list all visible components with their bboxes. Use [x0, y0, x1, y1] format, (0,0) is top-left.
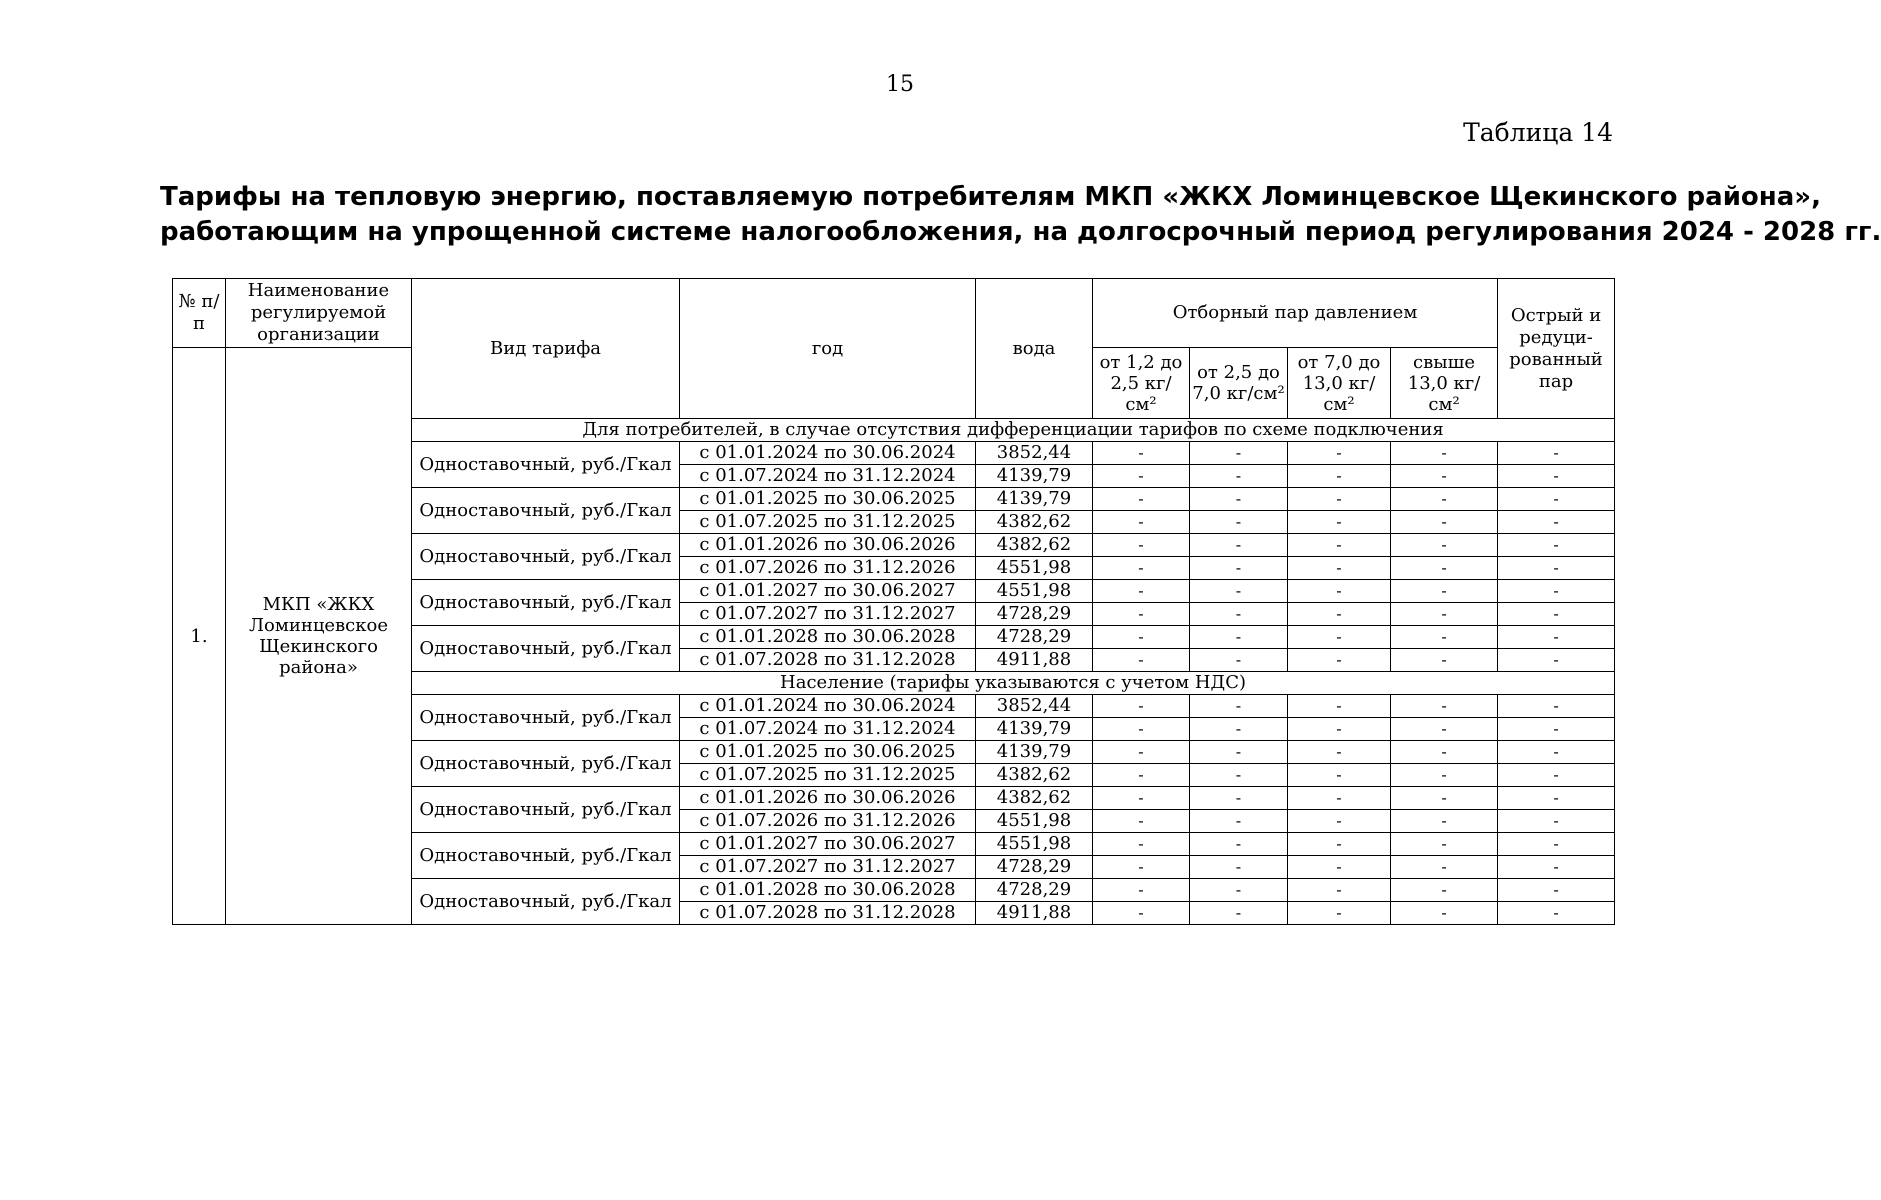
empty-value-cell: -: [1190, 534, 1288, 557]
period-cell: с 01.01.2024 по 30.06.2024: [680, 695, 976, 718]
empty-value-cell: -: [1391, 695, 1498, 718]
period-cell: с 01.07.2025 по 31.12.2025: [680, 764, 976, 787]
empty-value-cell: -: [1093, 488, 1190, 511]
title-line-2: работающим на упрощенной системе налогообложения, на долгосрочный период регулирования 2024 - 2028 гг.: [160, 217, 1881, 247]
empty-value-cell: -: [1288, 511, 1391, 534]
empty-value-cell: -: [1288, 902, 1391, 925]
empty-value-cell: -: [1391, 718, 1498, 741]
header-organization: Наименование регулируемой организации: [226, 279, 412, 348]
empty-value-cell: -: [1288, 879, 1391, 902]
water-value-cell: 4382,62: [976, 511, 1093, 534]
empty-value-cell: -: [1391, 902, 1498, 925]
empty-value-cell: -: [1093, 580, 1190, 603]
tariff-type-cell: Одноставочный, руб./Гкал: [412, 580, 680, 626]
empty-value-cell: -: [1498, 603, 1615, 626]
empty-value-cell: -: [1288, 442, 1391, 465]
tariff-type-cell: Одноставочный, руб./Гкал: [412, 833, 680, 879]
empty-value-cell: -: [1288, 764, 1391, 787]
water-value-cell: 4728,29: [976, 626, 1093, 649]
empty-value-cell: -: [1498, 511, 1615, 534]
empty-value-cell: -: [1093, 856, 1190, 879]
empty-value-cell: -: [1190, 787, 1288, 810]
tariff-type-cell: Одноставочный, руб./Гкал: [412, 534, 680, 580]
water-value-cell: 4382,62: [976, 787, 1093, 810]
empty-value-cell: -: [1093, 879, 1190, 902]
empty-value-cell: -: [1190, 511, 1288, 534]
empty-value-cell: -: [1288, 626, 1391, 649]
empty-value-cell: -: [1093, 649, 1190, 672]
header-pressure-4: свыше 13,0 кг/см²: [1391, 348, 1498, 419]
header-pressure-1: от 1,2 до 2,5 кг/см²: [1093, 348, 1190, 419]
period-cell: с 01.07.2027 по 31.12.2027: [680, 603, 976, 626]
empty-value-cell: -: [1391, 787, 1498, 810]
empty-value-cell: -: [1190, 580, 1288, 603]
empty-value-cell: -: [1391, 764, 1498, 787]
empty-value-cell: -: [1190, 488, 1288, 511]
empty-value-cell: -: [1498, 902, 1615, 925]
tariff-type-cell: Одноставочный, руб./Гкал: [412, 488, 680, 534]
water-value-cell: 4382,62: [976, 764, 1093, 787]
period-cell: с 01.07.2024 по 31.12.2024: [680, 465, 976, 488]
empty-value-cell: -: [1391, 442, 1498, 465]
water-value-cell: 4551,98: [976, 833, 1093, 856]
empty-value-cell: -: [1288, 649, 1391, 672]
water-value-cell: 4139,79: [976, 488, 1093, 511]
empty-value-cell: -: [1391, 856, 1498, 879]
water-value-cell: 4728,29: [976, 879, 1093, 902]
empty-value-cell: -: [1093, 442, 1190, 465]
empty-value-cell: -: [1391, 580, 1498, 603]
empty-value-cell: -: [1288, 787, 1391, 810]
empty-value-cell: -: [1498, 442, 1615, 465]
water-value-cell: 4911,88: [976, 649, 1093, 672]
empty-value-cell: -: [1288, 718, 1391, 741]
empty-value-cell: -: [1391, 557, 1498, 580]
empty-value-cell: -: [1391, 488, 1498, 511]
header-num: № п/п: [173, 279, 226, 348]
empty-value-cell: -: [1498, 465, 1615, 488]
document-title: [160, 180, 1881, 250]
empty-value-cell: -: [1093, 534, 1190, 557]
period-cell: с 01.01.2026 по 30.06.2026: [680, 787, 976, 810]
empty-value-cell: -: [1288, 856, 1391, 879]
water-value-cell: 4139,79: [976, 718, 1093, 741]
empty-value-cell: -: [1190, 695, 1288, 718]
empty-value-cell: -: [1498, 557, 1615, 580]
empty-value-cell: -: [1190, 833, 1288, 856]
period-cell: с 01.07.2027 по 31.12.2027: [680, 856, 976, 879]
period-cell: с 01.01.2027 по 30.06.2027: [680, 833, 976, 856]
water-value-cell: 4139,79: [976, 741, 1093, 764]
period-cell: с 01.07.2025 по 31.12.2025: [680, 511, 976, 534]
empty-value-cell: -: [1498, 833, 1615, 856]
empty-value-cell: -: [1498, 879, 1615, 902]
empty-value-cell: -: [1288, 557, 1391, 580]
header-pressure-3: от 7,0 до 13,0 кг/см²: [1288, 348, 1391, 419]
empty-value-cell: -: [1391, 626, 1498, 649]
header-water: вода: [976, 279, 1093, 419]
period-cell: с 01.01.2024 по 30.06.2024: [680, 442, 976, 465]
empty-value-cell: -: [1391, 833, 1498, 856]
section-title: Население (тарифы указываются с учетом НДС): [412, 672, 1615, 695]
empty-value-cell: -: [1288, 488, 1391, 511]
empty-value-cell: -: [1190, 603, 1288, 626]
empty-value-cell: -: [1190, 764, 1288, 787]
empty-value-cell: -: [1498, 580, 1615, 603]
empty-value-cell: -: [1093, 695, 1190, 718]
empty-value-cell: -: [1498, 764, 1615, 787]
empty-value-cell: -: [1391, 511, 1498, 534]
empty-value-cell: -: [1391, 879, 1498, 902]
empty-value-cell: -: [1190, 718, 1288, 741]
water-value-cell: 3852,44: [976, 695, 1093, 718]
empty-value-cell: -: [1288, 465, 1391, 488]
page-number: 15: [886, 72, 914, 97]
empty-value-cell: -: [1093, 787, 1190, 810]
period-cell: с 01.07.2024 по 31.12.2024: [680, 718, 976, 741]
empty-value-cell: -: [1288, 695, 1391, 718]
title-line-1: Тарифы на тепловую энергию, поставляемую потребителям МКП «ЖКХ Ломинцевское Щекинского района»,: [160, 182, 1821, 212]
period-cell: с 01.01.2027 по 30.06.2027: [680, 580, 976, 603]
empty-value-cell: -: [1093, 603, 1190, 626]
empty-value-cell: -: [1498, 787, 1615, 810]
empty-value-cell: -: [1190, 810, 1288, 833]
empty-value-cell: -: [1391, 534, 1498, 557]
header-sharp-steam: Острый и редуци-рованный пар: [1498, 279, 1615, 419]
water-value-cell: 4551,98: [976, 580, 1093, 603]
empty-value-cell: -: [1093, 810, 1190, 833]
water-value-cell: 3852,44: [976, 442, 1093, 465]
empty-value-cell: -: [1288, 580, 1391, 603]
empty-value-cell: -: [1391, 465, 1498, 488]
period-cell: с 01.01.2025 по 30.06.2025: [680, 741, 976, 764]
empty-value-cell: -: [1190, 442, 1288, 465]
section-title: Для потребителей, в случае отсутствия дифференциации тарифов по схеме подключения: [412, 419, 1615, 442]
empty-value-cell: -: [1498, 741, 1615, 764]
water-value-cell: 4551,98: [976, 810, 1093, 833]
water-value-cell: 4728,29: [976, 856, 1093, 879]
empty-value-cell: -: [1190, 557, 1288, 580]
empty-value-cell: -: [1093, 764, 1190, 787]
empty-value-cell: -: [1288, 534, 1391, 557]
empty-value-cell: -: [1498, 856, 1615, 879]
empty-value-cell: -: [1391, 741, 1498, 764]
tariff-type-cell: Одноставочный, руб./Гкал: [412, 626, 680, 672]
water-value-cell: 4139,79: [976, 465, 1093, 488]
empty-value-cell: -: [1288, 833, 1391, 856]
empty-value-cell: -: [1498, 626, 1615, 649]
header-pressure-2: от 2,5 до 7,0 кг/см²: [1190, 348, 1288, 419]
empty-value-cell: -: [1391, 810, 1498, 833]
period-cell: с 01.01.2028 по 30.06.2028: [680, 879, 976, 902]
empty-value-cell: -: [1093, 741, 1190, 764]
empty-value-cell: -: [1093, 902, 1190, 925]
empty-value-cell: -: [1498, 488, 1615, 511]
period-cell: с 01.01.2028 по 30.06.2028: [680, 626, 976, 649]
row-number: 1.: [173, 348, 226, 925]
empty-value-cell: -: [1288, 741, 1391, 764]
table-label: Таблица 14: [1463, 118, 1613, 147]
water-value-cell: 4382,62: [976, 534, 1093, 557]
period-cell: с 01.07.2026 по 31.12.2026: [680, 810, 976, 833]
empty-value-cell: -: [1288, 603, 1391, 626]
empty-value-cell: -: [1190, 879, 1288, 902]
empty-value-cell: -: [1190, 741, 1288, 764]
tariff-type-cell: Одноставочный, руб./Гкал: [412, 695, 680, 741]
empty-value-cell: -: [1093, 511, 1190, 534]
empty-value-cell: -: [1093, 557, 1190, 580]
empty-value-cell: -: [1190, 902, 1288, 925]
empty-value-cell: -: [1288, 810, 1391, 833]
empty-value-cell: -: [1190, 856, 1288, 879]
empty-value-cell: -: [1498, 649, 1615, 672]
empty-value-cell: -: [1498, 718, 1615, 741]
period-cell: с 01.07.2026 по 31.12.2026: [680, 557, 976, 580]
water-value-cell: 4551,98: [976, 557, 1093, 580]
period-cell: с 01.07.2028 по 31.12.2028: [680, 649, 976, 672]
empty-value-cell: -: [1190, 465, 1288, 488]
tariff-type-cell: Одноставочный, руб./Гкал: [412, 879, 680, 925]
empty-value-cell: -: [1190, 626, 1288, 649]
header-year: год: [680, 279, 976, 419]
tariff-table: [172, 278, 1615, 925]
water-value-cell: 4728,29: [976, 603, 1093, 626]
period-cell: с 01.01.2025 по 30.06.2025: [680, 488, 976, 511]
empty-value-cell: -: [1190, 649, 1288, 672]
organization-name: МКП «ЖКХ Ломинцевское Щекинского района»: [226, 348, 412, 925]
empty-value-cell: -: [1093, 718, 1190, 741]
empty-value-cell: -: [1391, 649, 1498, 672]
empty-value-cell: -: [1093, 626, 1190, 649]
empty-value-cell: -: [1093, 465, 1190, 488]
tariff-type-cell: Одноставочный, руб./Гкал: [412, 442, 680, 488]
empty-value-cell: -: [1498, 810, 1615, 833]
period-cell: с 01.01.2026 по 30.06.2026: [680, 534, 976, 557]
empty-value-cell: -: [1391, 603, 1498, 626]
header-tariff-type: Вид тарифа: [412, 279, 680, 419]
empty-value-cell: -: [1093, 833, 1190, 856]
period-cell: с 01.07.2028 по 31.12.2028: [680, 902, 976, 925]
tariff-type-cell: Одноставочный, руб./Гкал: [412, 741, 680, 787]
empty-value-cell: -: [1498, 695, 1615, 718]
tariff-type-cell: Одноставочный, руб./Гкал: [412, 787, 680, 833]
header-steam-pressure: Отборный пар давлением: [1093, 279, 1498, 348]
empty-value-cell: -: [1498, 534, 1615, 557]
water-value-cell: 4911,88: [976, 902, 1093, 925]
